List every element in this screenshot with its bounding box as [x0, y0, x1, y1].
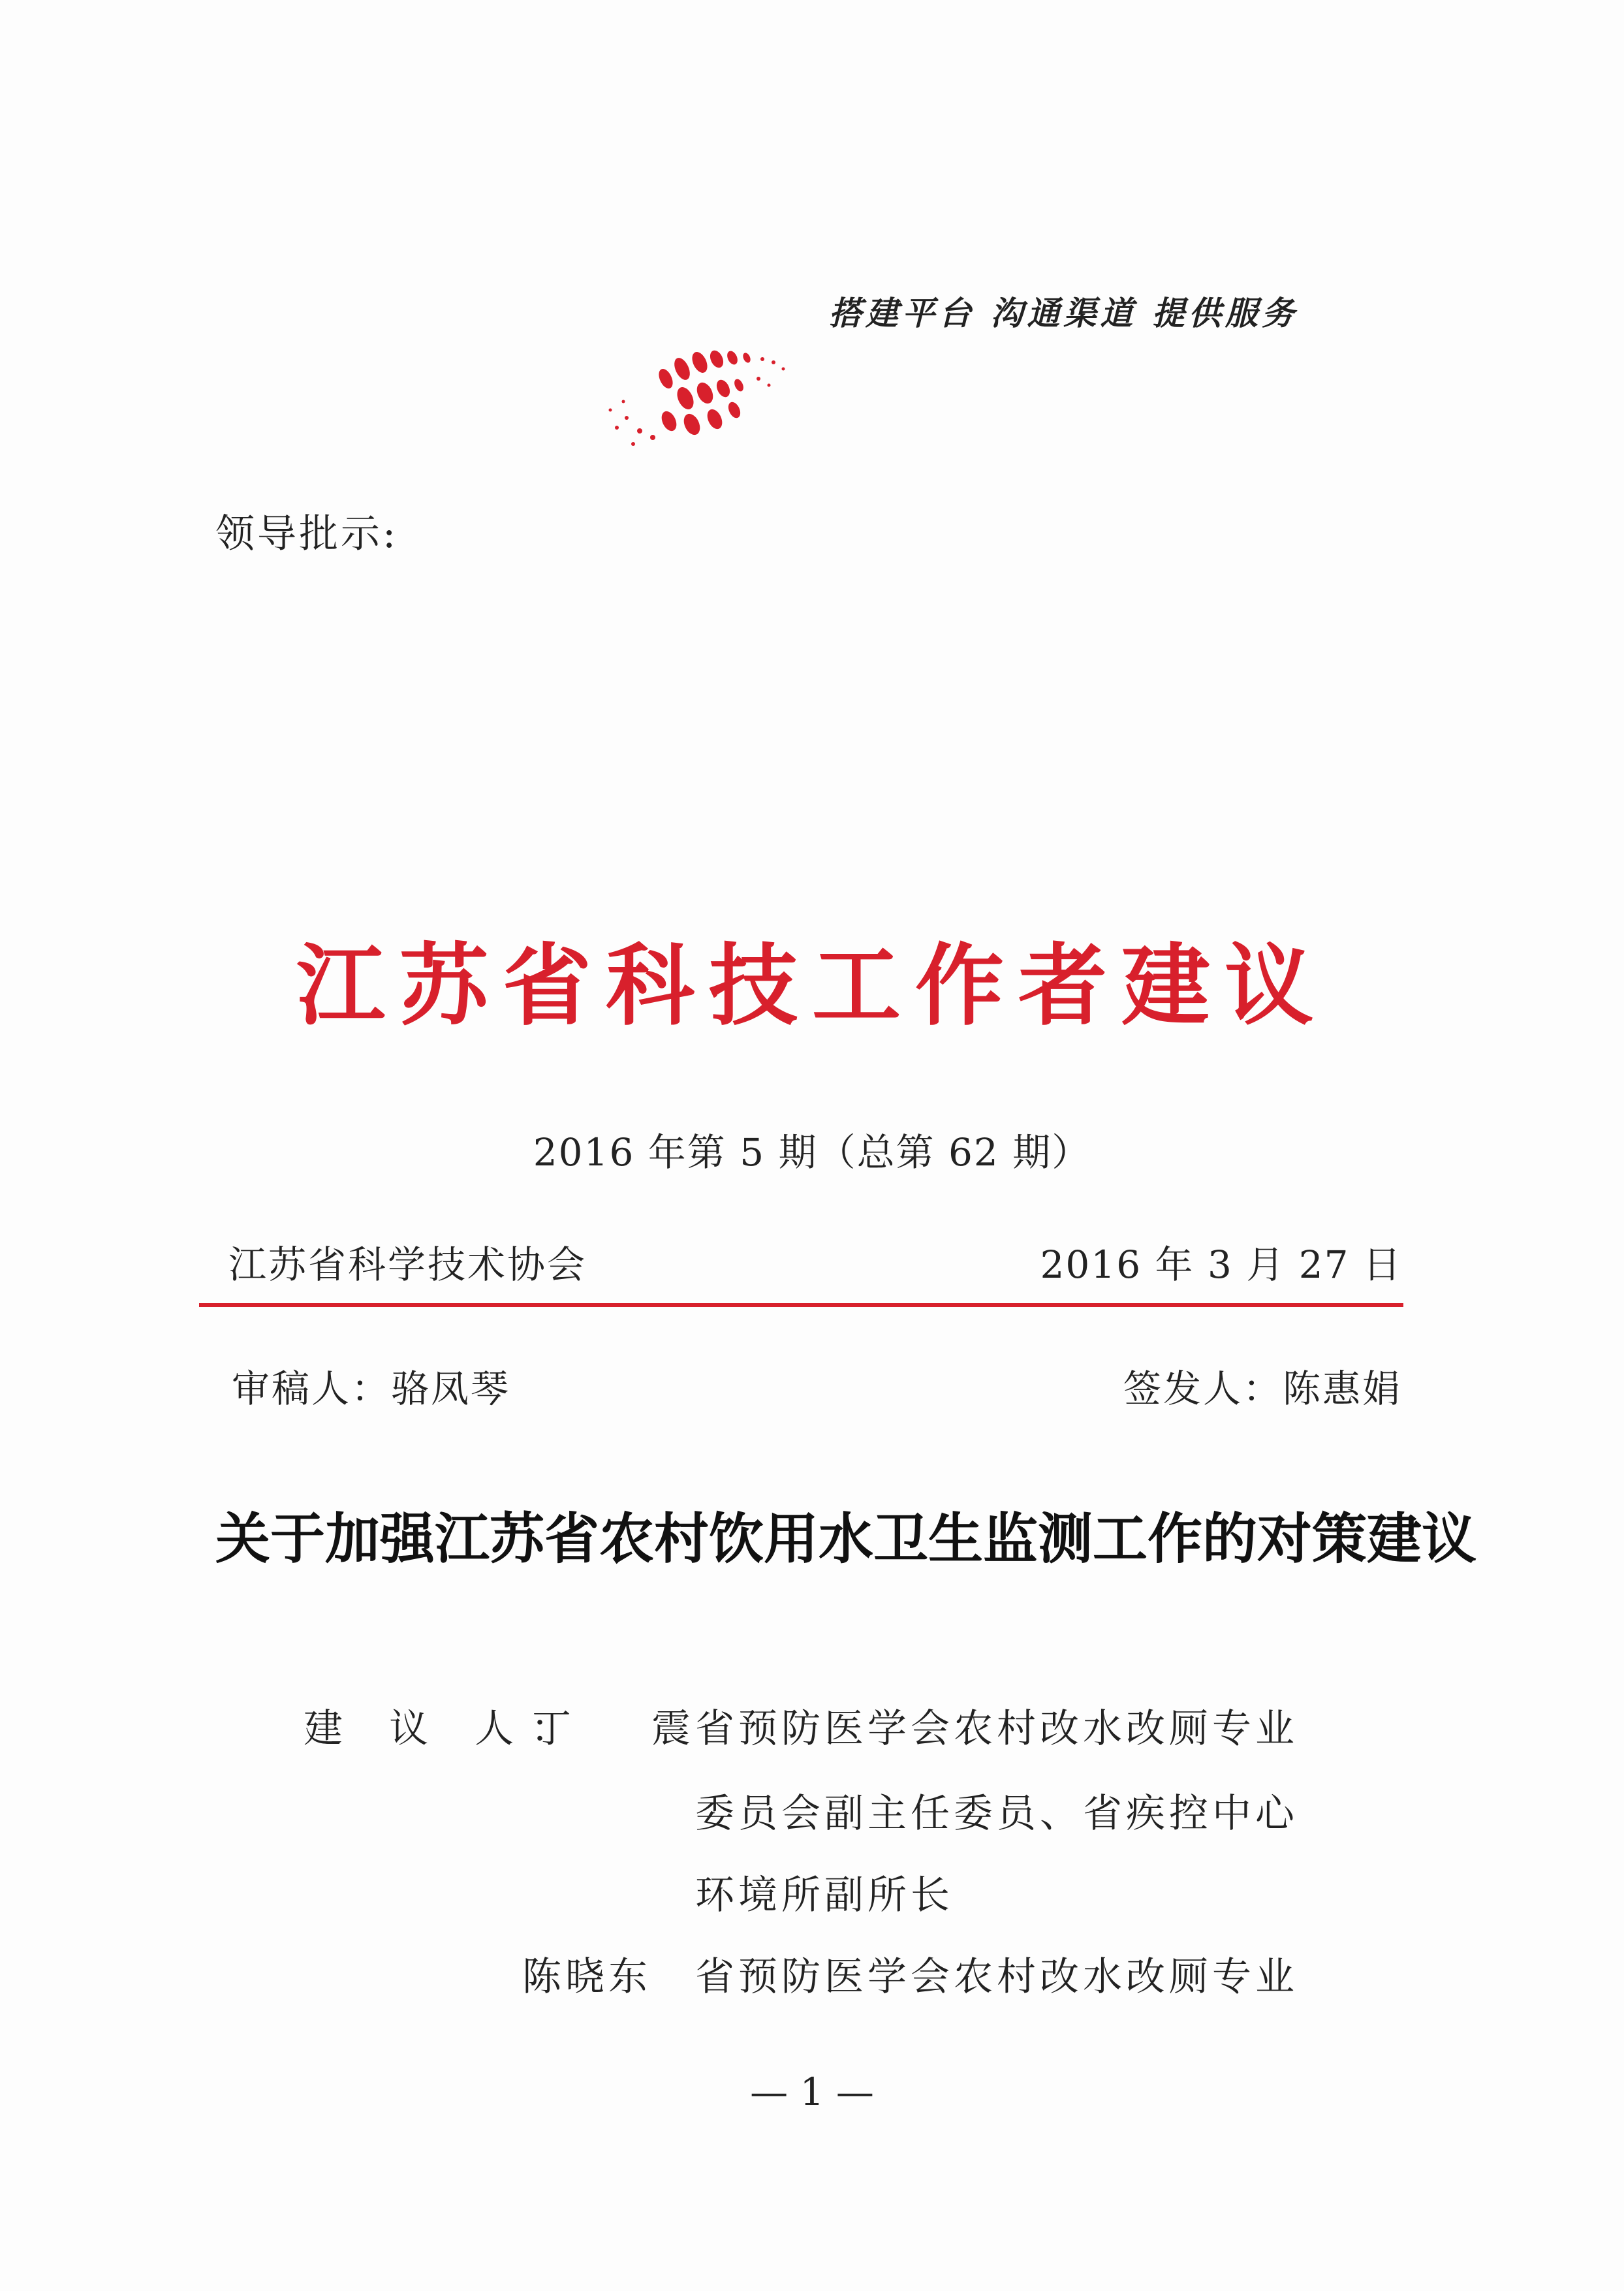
page-number: — 1 — — [750, 2070, 874, 2114]
proposer-affiliation-line: 省预防医学会农村改水改厕专业 — [695, 1954, 1298, 2000]
issuing-organization: 江苏省科学技术协会 — [228, 1242, 587, 1287]
proposer-name: 丁 震 — [532, 1706, 725, 1752]
red-divider — [199, 1303, 1403, 1307]
reviewer: 审稿人：骆凤琴 — [232, 1367, 511, 1411]
proposer-affiliation-line: 省预防医学会农村改水改厕专业 — [695, 1706, 1298, 1752]
association-logo — [587, 333, 849, 464]
masthead-title: 江苏省科技工作者建议 — [296, 934, 1328, 1038]
proposer-name: 陈晓东 — [522, 1954, 651, 2000]
leader-instruction-label: 领导批示: — [215, 511, 399, 557]
document-title: 关于加强江苏省农村饮用水卫生监测工作的对策建议 — [215, 1506, 1477, 1571]
slogan: 搭建平台 沟通渠道 提供服务 — [829, 294, 1298, 332]
proposer-affiliation-line: 环境所副所长 — [695, 1872, 954, 1918]
signer: 签发人：陈惠娟 — [1123, 1367, 1402, 1411]
proposer-affiliation-line: 委员会副主任委员、省疾控中心 — [695, 1791, 1298, 1837]
proposer-label: 建 议 人： — [304, 1706, 587, 1752]
issue-date: 2016 年 3 月 27 日 — [1040, 1242, 1402, 1287]
issue-number: 2016 年第 5 期（总第 62 期） — [533, 1130, 1091, 1175]
